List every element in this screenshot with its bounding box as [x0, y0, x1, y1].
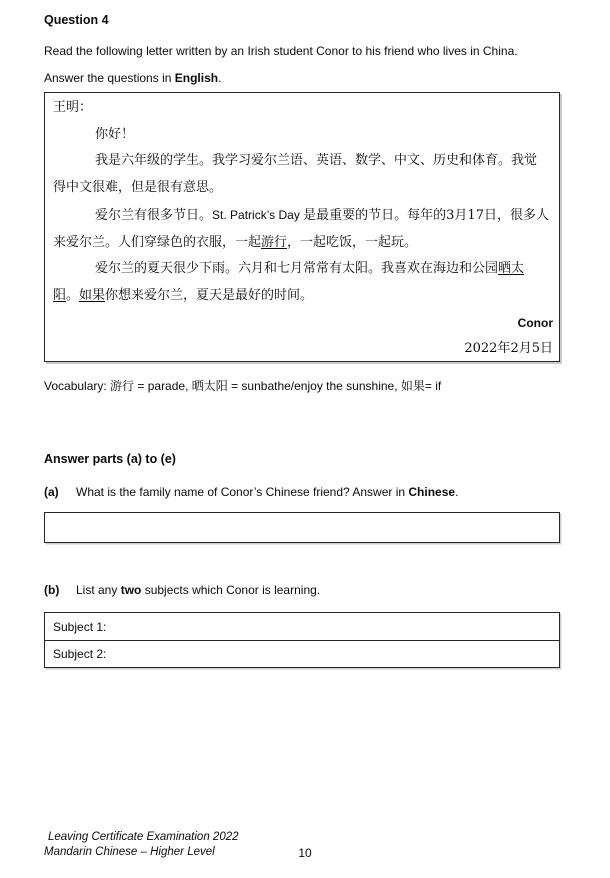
letter-segment-underlined: 如果 — [79, 287, 106, 303]
letter-line — [53, 283, 553, 310]
part-a-label: (a) — [44, 485, 59, 499]
part-b-answer-table — [44, 612, 560, 668]
letter-line — [53, 230, 553, 257]
letter-line — [53, 202, 553, 230]
part-a-text-prefix: What is the family name of Conor’s Chinese friend? Answer in — [76, 485, 409, 499]
letter-line: 得中文很难，但是很有意思。 — [53, 180, 223, 196]
letter-segment: 是最重要的节日。每年的3月17日，很多人 — [303, 207, 549, 223]
intro-line-2-bold: English — [174, 70, 219, 85]
letter-salutation: 王明： — [53, 100, 93, 115]
letter-segment: ，一起吃饭，一起玩。 — [287, 234, 418, 250]
part-b-text-bold: two — [120, 583, 142, 597]
question-intro — [44, 38, 518, 91]
subject-2-answer-row[interactable]: Subject 2: — [45, 640, 559, 667]
answer-parts-heading: Answer parts (a) to (e) — [44, 452, 176, 466]
page-number: 10 — [298, 846, 312, 860]
letter-line — [53, 256, 553, 283]
letter-greeting: 你好！ — [95, 126, 135, 142]
part-a-text-bold: Chinese — [408, 485, 456, 499]
letter-signature: Conor — [517, 315, 553, 330]
letter-date: 2022年2月5日 — [464, 341, 553, 357]
letter-line: 我是六年级的学生。我学习爱尔兰语、英语、数学、中文、历史和体育。我觉 — [95, 153, 538, 169]
footer-subject-level: Mandarin Chinese – Higher Level — [44, 846, 215, 858]
part-b-text-prefix: List any — [76, 583, 121, 597]
letter-segment-underlined: 游行 — [261, 234, 288, 250]
letter-segment: 来爱尔兰。人们穿绿色的衣服，一起 — [53, 234, 262, 250]
part-a-text-suffix: . — [455, 485, 459, 499]
part-b-text-suffix: subjects which Conor is learning. — [141, 583, 321, 597]
letter-box — [44, 92, 560, 362]
part-b-question — [44, 583, 320, 597]
part-a-answer-box[interactable] — [44, 512, 560, 543]
intro-line-2-suffix: . — [218, 70, 222, 85]
subject-1-answer-row[interactable]: Subject 1: — [53, 619, 107, 634]
question-title: Question 4 — [44, 13, 109, 27]
letter-segment-underlined: 晒太 — [498, 261, 525, 277]
intro-line-2-prefix: Answer the questions in — [44, 70, 175, 85]
letter-segment: 。 — [66, 287, 80, 303]
letter-segment: 你想来爱尔兰，夏天是最好的时间。 — [105, 287, 314, 303]
footer-exam-name: Leaving Certificate Examination 2022 — [48, 831, 239, 843]
intro-line-1: Read the following letter written by an Irish student Conor to his friend who lives in China. — [44, 44, 518, 58]
vocabulary-line: Vocabulary: 游行 = parade, 晒太阳 = sunbathe/enjoy the sunshine, 如果= if — [44, 379, 442, 393]
part-b-label: (b) — [44, 583, 60, 597]
letter-segment: 爱尔兰有很多节日。 — [95, 207, 213, 223]
intro-line-2 — [44, 65, 518, 92]
part-a-question — [44, 485, 458, 499]
letter-segment-underlined: 阳 — [53, 287, 67, 303]
letter-segment-latin: St. Patrick’s Day — [212, 207, 304, 222]
letter-segment: 爱尔兰的夏天很少下雨。六月和七月常常有太阳。我喜欢在海边和公园 — [95, 261, 499, 277]
